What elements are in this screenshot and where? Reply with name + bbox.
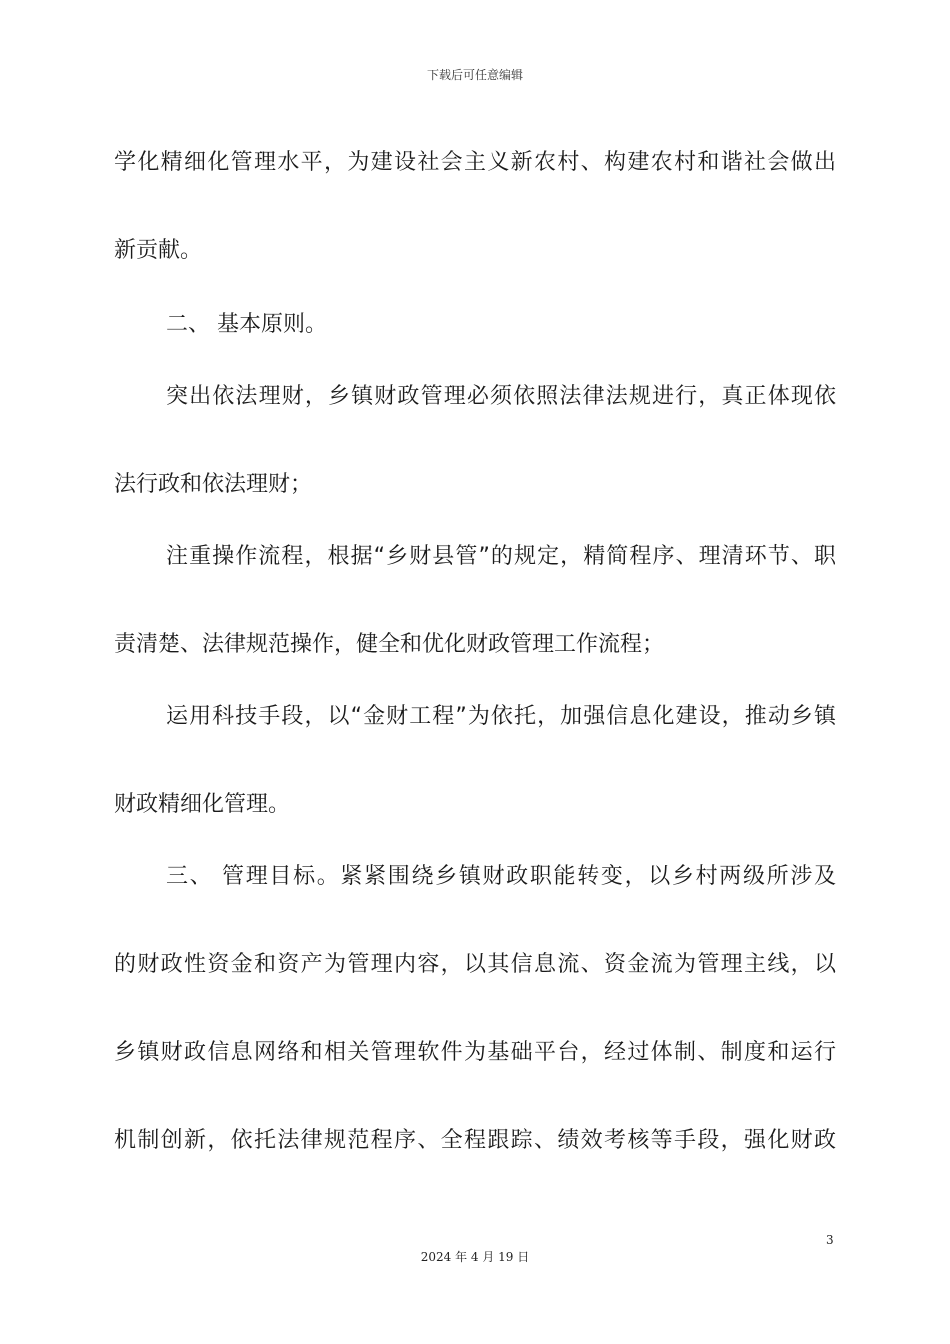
- page-header: 下载后可任意编辑: [426, 68, 523, 82]
- body-line-11: 的财政性资金和资产为管理内容，以其信息流、资金流为管理主线，以: [114, 952, 836, 977]
- body-line-2: 新贡献。: [114, 238, 203, 263]
- body-line-5: 法行政和依法理财；: [114, 472, 313, 497]
- body-line-8: 运用科技手段，以“金财工程”为依托，加强信息化建设，推动乡镇: [166, 704, 836, 729]
- page-number: 3: [826, 1233, 834, 1247]
- section-heading-2: 二、 基本原则。: [166, 312, 327, 337]
- body-line-7: 责清楚、法律规范操作，健全和优化财政管理工作流程；: [114, 632, 665, 657]
- body-line-6: 注重操作流程，根据“乡财县管”的规定，精简程序、理清环节、职: [166, 544, 836, 569]
- body-line-12: 乡镇财政信息网络和相关管理软件为基础平台，经过体制、制度和运行: [114, 1040, 836, 1065]
- body-line-13: 机制创新，依托法律规范程序、全程跟踪、绩效考核等手段，强化财政: [114, 1128, 836, 1153]
- body-line-4: 突出依法理财，乡镇财政管理必须依照法律法规进行，真正体现依: [166, 384, 836, 409]
- section-heading-3: 三、 管理目标。紧紧围绕乡镇财政职能转变，以乡村两级所涉及: [166, 864, 836, 889]
- page-footer-date: 2024 年 4 月 19 日: [420, 1250, 530, 1264]
- body-line-1: 学化精细化管理水平，为建设社会主义新农村、构建农村和谐社会做出: [114, 150, 836, 175]
- body-line-9: 财政精细化管理。: [114, 792, 291, 817]
